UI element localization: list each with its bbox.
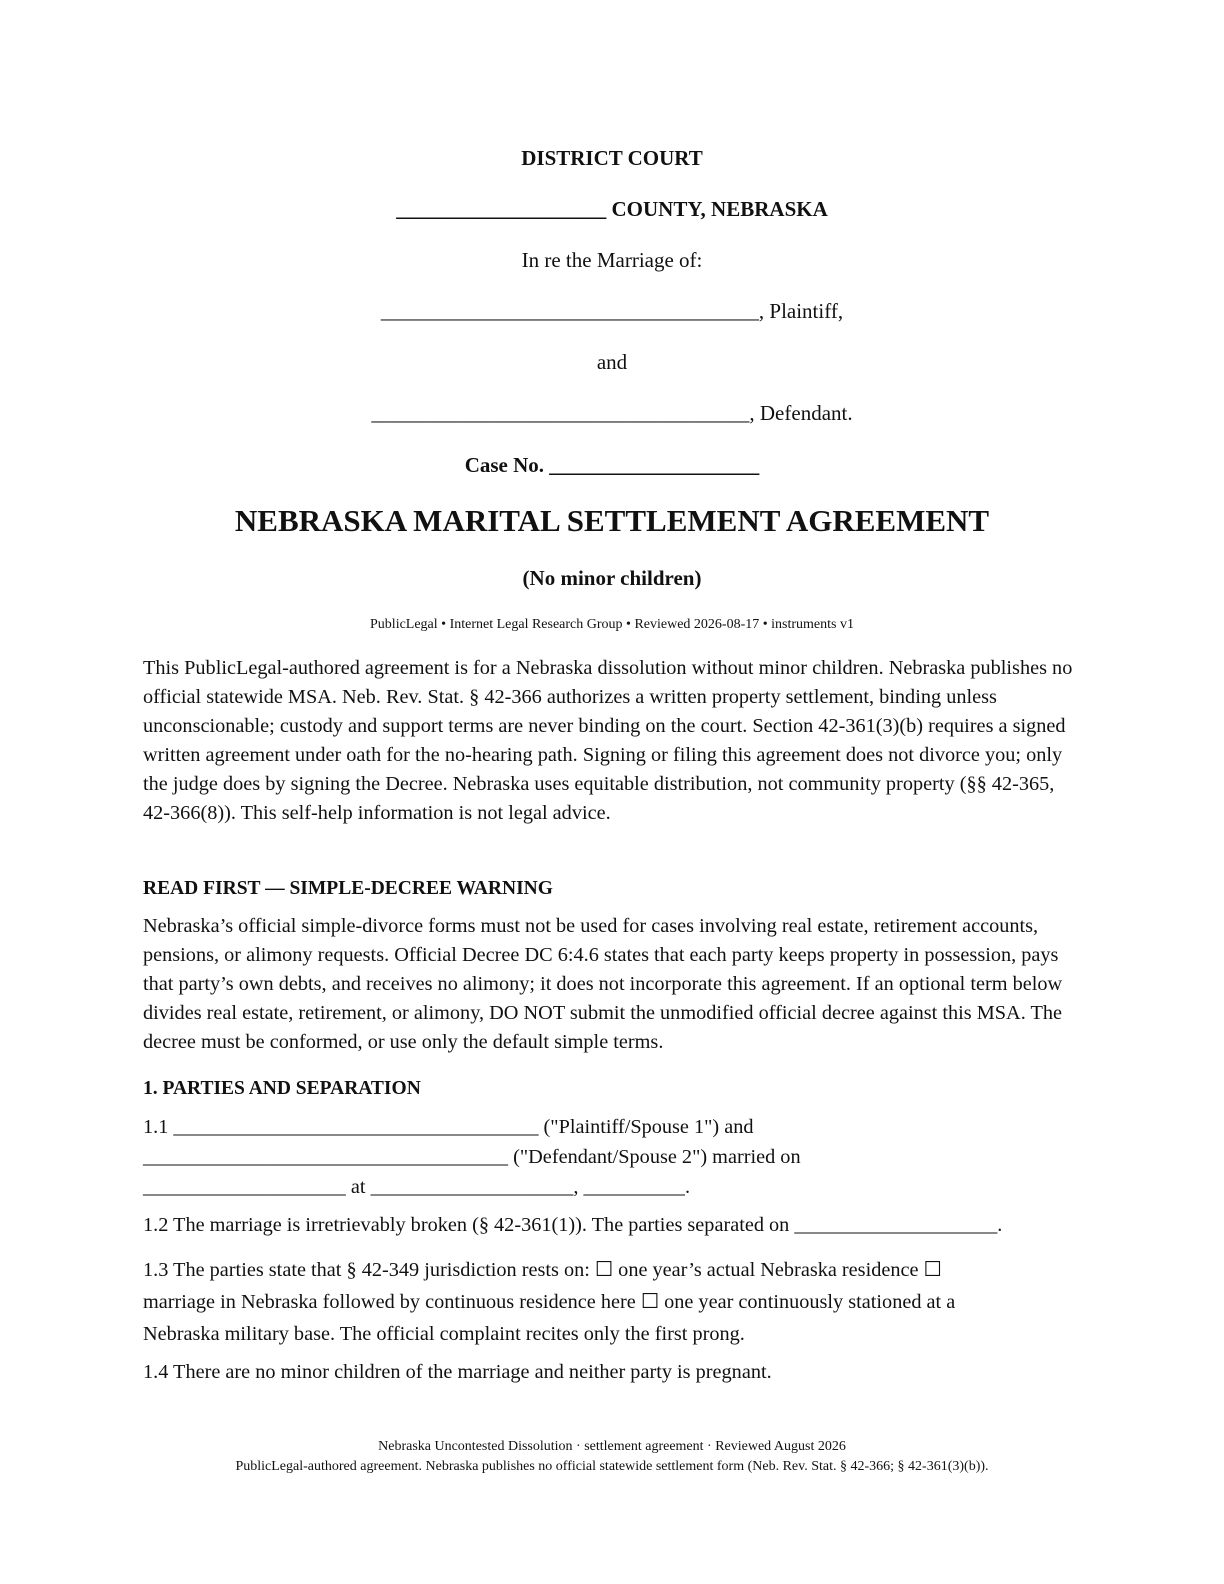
document-title: NEBRASKA MARITAL SETTLEMENT AGREEMENT <box>234 503 990 538</box>
defendant-line: ____________________________________, Defendant. <box>371 401 853 425</box>
paragraph-1-1 <box>143 1112 1073 1202</box>
document-subtitle: (No minor children) <box>522 566 702 590</box>
paragraph-1-1-line-2: ____________________________________ ("Defendant/Spouse 2") married on <box>143 1146 801 1168</box>
paragraph-1-2-text: 1.2 The marriage is irretrievably broken (§ 42-361(1)). The parties separated on ____________________. <box>143 1214 1003 1236</box>
paragraph-1-3-line-1: 1.3 The parties state that § 42-349 jurisdiction rests on: ☐ one year’s actual Nebraska residence ☐ <box>143 1259 942 1281</box>
paragraph-1-4-text: 1.4 There are no minor children of the marriage and neither party is pregnant. <box>143 1361 772 1383</box>
paragraph-1-3 <box>143 1254 1073 1350</box>
paragraph-1-3-line-2: marriage in Nebraska followed by continuous residence here ☐ one year continuously stationed at a <box>143 1291 956 1313</box>
intro-paragraph: This PublicLegal-authored agreement is for a Nebraska dissolution without minor children. Nebraska publishes no official statewide MSA. Neb. Rev. Stat. § 42-366 authorizes a written property settlement, binding unless unconscionable; custody and support terms are never binding on the court. Section 42-361(3)(b) requires a signed written agreement under oath for the no-hearing path. Signing or filing this agreement does not divorce you; only the judge does by signing the Decree. Nebraska uses equitable distribution, not community property (§§ 42-365, 42-366(8)). This self-help information is not legal advice. <box>143 657 1073 824</box>
footer-line-1: Nebraska Uncontested Dissolution · settlement agreement · Reviewed August 2026 <box>378 1439 846 1454</box>
paragraph-1-1-line-1: 1.1 ____________________________________ ("Plaintiff/Spouse 1") and <box>143 1116 754 1138</box>
paragraph-1-1-line-3: ____________________ at ____________________, __________. <box>143 1176 691 1198</box>
case-number-line: Case No. ____________________ <box>464 453 760 477</box>
in-re-line: In re the Marriage of: <box>521 248 703 272</box>
warning-heading: READ FIRST — SIMPLE-DECREE WARNING <box>143 878 553 899</box>
plaintiff-line: ____________________________________, Plaintiff, <box>380 299 844 323</box>
paragraph-1-3-line-3: Nebraska military base. The official complaint recites only the first prong. <box>143 1323 745 1345</box>
meta-line: PublicLegal • Internet Legal Research Group • Reviewed 2026-08-17 • instruments v1 <box>370 617 854 632</box>
and-line: and <box>596 350 628 374</box>
footer-line-2: PublicLegal-authored agreement. Nebraska publishes no official statewide settlement form (Neb. Rev. Stat. § 42-366; § 42-361(3)(b)). <box>235 1459 989 1474</box>
court-name: DISTRICT COURT <box>521 146 703 170</box>
warning-paragraph: Nebraska’s official simple-divorce forms must not be used for cases involving real estate, retirement accounts, pensions, or alimony requests. Official Decree DC 6:4.6 states that each party keeps property in possession, pays that party’s own debts, and receives no alimony; it does not incorporate this agreement. If an optional term below divides real estate, retirement, or alimony, DO NOT submit the unmodified official decree against this MSA. The decree must be conformed, or use only the default simple terms. <box>143 915 1063 1053</box>
paragraph-1-2 <box>143 1211 1073 1240</box>
county-line: ____________________ COUNTY, NEBRASKA <box>396 197 828 221</box>
section-1-heading: 1. PARTIES AND SEPARATION <box>143 1078 421 1099</box>
paragraph-1-4 <box>143 1358 1073 1387</box>
